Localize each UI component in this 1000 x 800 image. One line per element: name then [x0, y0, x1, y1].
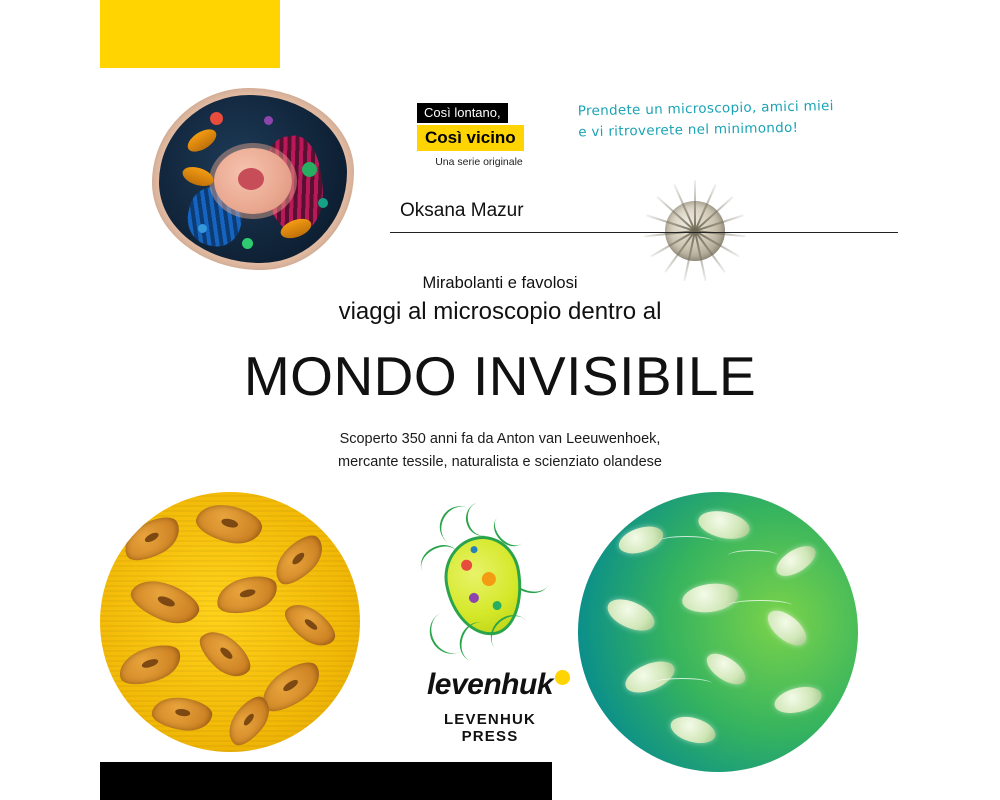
- bacterium-flagellum: [658, 536, 714, 547]
- euglena-organelle: [481, 571, 497, 587]
- series-badge-line2: Così vicino: [417, 125, 524, 151]
- series-badge: [417, 103, 541, 168]
- paramecium-cell: [126, 572, 204, 632]
- paramecium-cell: [279, 596, 342, 654]
- organelle-dot: [198, 224, 207, 233]
- series-badge-line1: Così lontano,: [417, 103, 508, 123]
- bacterium: [603, 593, 659, 637]
- decorative-black-block: [100, 762, 552, 800]
- paramecium-cell: [118, 510, 187, 568]
- decorative-yellow-block: [100, 0, 280, 68]
- cover-blurb-line2: mercante tessile, naturalista e scienziato olandese: [337, 454, 662, 471]
- paramecium-cell: [193, 623, 258, 686]
- paramecium-cell: [292, 492, 349, 531]
- organelle-dot: [210, 112, 223, 125]
- animal-cell-illustration: [152, 88, 354, 270]
- organelle-dot: [264, 116, 273, 125]
- bacterium: [772, 540, 821, 582]
- organelle-dot: [302, 162, 317, 177]
- paramecium-cell: [114, 639, 185, 691]
- cover-blurb: [0, 428, 1000, 474]
- bacterium: [680, 580, 739, 616]
- cell-nucleolus: [238, 168, 264, 190]
- bacterium: [668, 712, 719, 748]
- cover-main-title: MONDO INVISIBILE: [243, 345, 757, 407]
- publisher-logo: [400, 668, 580, 745]
- cover-tagline-line2: e vi ritroverete nel minimondo!: [578, 119, 799, 141]
- cover-pretitle: Mirabolanti e favolosi: [422, 274, 578, 292]
- publisher-name-line2: PRESS: [461, 728, 519, 745]
- bacterium: [772, 683, 824, 718]
- bacterium-flagellum: [652, 678, 712, 689]
- paramecium-cell: [267, 528, 331, 591]
- bacterium: [621, 655, 679, 699]
- cover-blurb-line1: Scoperto 350 anni fa da Anton van Leeuwenhoek,: [339, 431, 661, 447]
- cover-tagline: [578, 95, 899, 144]
- cover-tagline-line1: Prendete un microscopio, amici miei: [577, 97, 834, 120]
- euglena-organelle: [492, 600, 502, 610]
- bacteria-microscopy-photo: [578, 492, 858, 772]
- author-name: Oksana Mazur: [400, 200, 524, 221]
- levenhuk-wordmark-text: levenhuk: [426, 668, 554, 701]
- paramecium-cell: [213, 571, 281, 619]
- bacterium: [762, 604, 813, 652]
- euglena-illustration: [400, 498, 580, 668]
- cover-subtitle: viaggi al microscopio dentro al: [338, 298, 662, 325]
- bacterium-flagellum: [728, 600, 792, 611]
- organelle-dot: [318, 198, 328, 208]
- euglena-organelle: [460, 559, 473, 572]
- levenhuk-wordmark: [427, 668, 553, 702]
- paramecium-microscopy-photo: [100, 492, 360, 752]
- euglena-organelle: [468, 592, 480, 604]
- levenhuk-dot-icon: [555, 670, 570, 685]
- organelle-dot: [242, 238, 253, 249]
- paramecium-cell: [193, 499, 266, 550]
- paramecium-cell: [150, 694, 214, 734]
- publisher-name-line1: LEVENHUK: [443, 711, 537, 728]
- author-divider-rule: [390, 232, 898, 233]
- bacterium-flagellum: [728, 550, 778, 561]
- euglena-organelle: [470, 546, 478, 554]
- series-badge-subtitle: Una serie originale: [435, 156, 523, 168]
